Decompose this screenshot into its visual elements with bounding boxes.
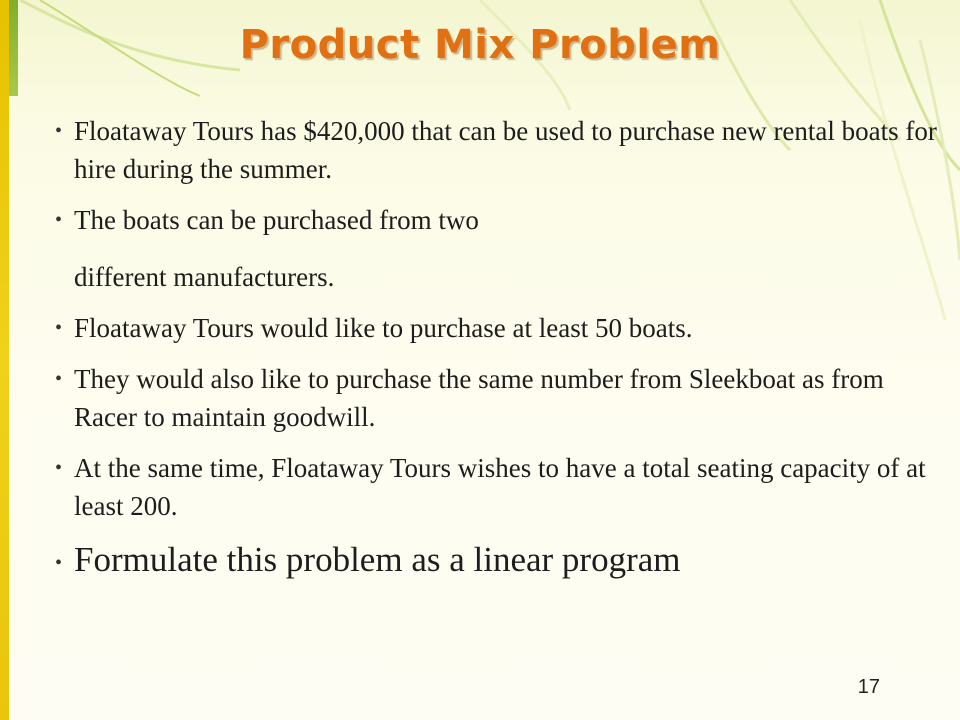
bullet-item [48,112,948,188]
bullet-text: The boats can be purchased from two [74,205,479,235]
bullet-dot: • [55,368,63,390]
bullet-text: At the same time, Floataway Tours wishes to have a total seating capacity of at least 200. [74,453,926,521]
bullet-dot: • [55,317,63,339]
bullet-item [48,309,948,347]
slide-title: Product Mix Problem [239,22,721,68]
bullet-continuation: different manufacturers. [74,262,335,292]
bullet-dot: • [55,120,63,142]
bullet-text: Formulate this problem as a linear program [74,540,681,579]
bullet-text: They would also like to purchase the same number from Sleekboat as from Racer to maintain goodwill. [74,364,884,432]
bullet-dot: • [55,209,63,231]
bullet-item-emphasis [48,538,948,582]
bullet-item [48,201,948,296]
page-number: 17 [857,676,880,698]
bullet-item [48,449,948,525]
bullet-dot: • [55,457,63,479]
bullet-list [48,112,948,595]
bullet-text: Floataway Tours would like to purchase at least 50 boats. [74,313,693,343]
bullet-item [48,360,948,436]
bullet-dot: • [55,552,63,574]
bullet-text: Floataway Tours has $420,000 that can be used to purchase new rental boats for hire during the summer. [74,116,937,184]
